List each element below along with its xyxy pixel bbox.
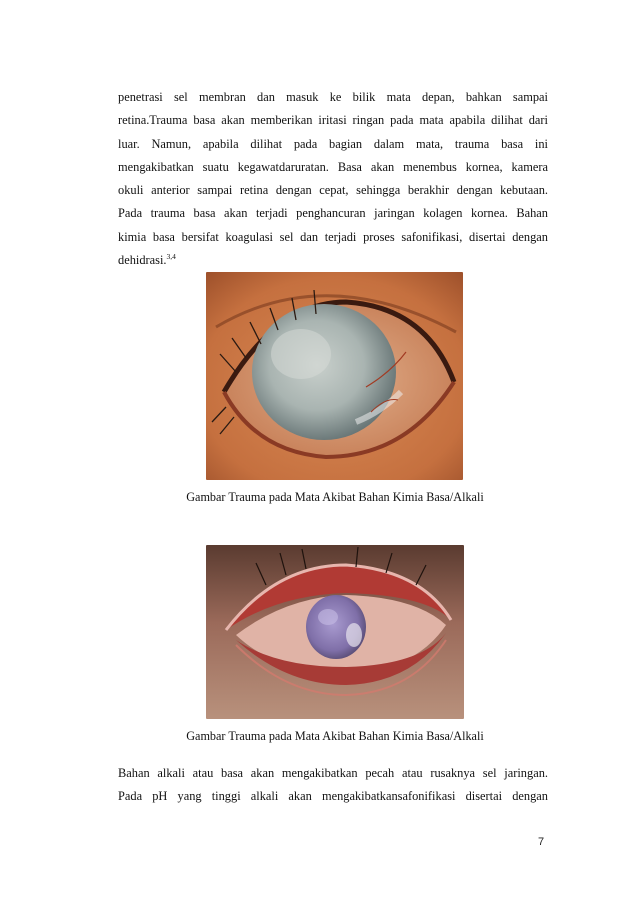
figure-1-caption: Gambar Trauma pada Mata Akibat Bahan Kimia Basa/Alkali [186, 490, 484, 504]
body-paragraph-1 [118, 86, 548, 272]
text-line: okuli anterior sampai retina dengan cepat, sehingga berakhir dengan kebutaan. [118, 183, 548, 198]
text-line: penetrasi sel membran dan masuk ke bilik mata depan, bahkan sampai [118, 90, 548, 104]
text-line: Bahan alkali atau basa akan mengakibatkan pecah atau rusaknya sel jaringan. [118, 766, 548, 780]
figure-2-caption: Gambar Trauma pada Mata Akibat Bahan Kimia Basa/Alkali [186, 729, 484, 743]
text-line: mengakibatkan suatu kegawatdaruratan. Basa akan menembus kornea, kamera [118, 159, 548, 174]
body-paragraph-2 [118, 762, 548, 809]
figure-2-eye-photo [206, 545, 464, 719]
page-number: 7 [538, 836, 545, 848]
text-line-content: dehidrasi. [118, 253, 167, 268]
eye-photo-2-illustration [206, 545, 464, 719]
text-line: luar. Namun, apabila dilihat pada bagian dalam mata, trauma basa ini [118, 136, 548, 151]
text-line: retina.Trauma basa akan memberikan iritasi ringan pada mata apabila dilihat dari [118, 113, 548, 128]
text-line-last [118, 249, 548, 272]
text-line: Pada trauma basa akan terjadi penghancuran jaringan kolagen kornea. Bahan [118, 206, 548, 221]
figure-1-eye-photo [206, 272, 463, 480]
eye-photo-1-illustration [206, 272, 463, 480]
text-line: kimia basa bersifat koagulasi sel dan terjadi proses safonifikasi, disertai dengan [118, 229, 548, 244]
citation-superscript: 3,4 [166, 252, 176, 262]
text-line: Pada pH yang tinggi alkali akan mengakibatkansafonifikasi disertai dengan [118, 789, 548, 804]
